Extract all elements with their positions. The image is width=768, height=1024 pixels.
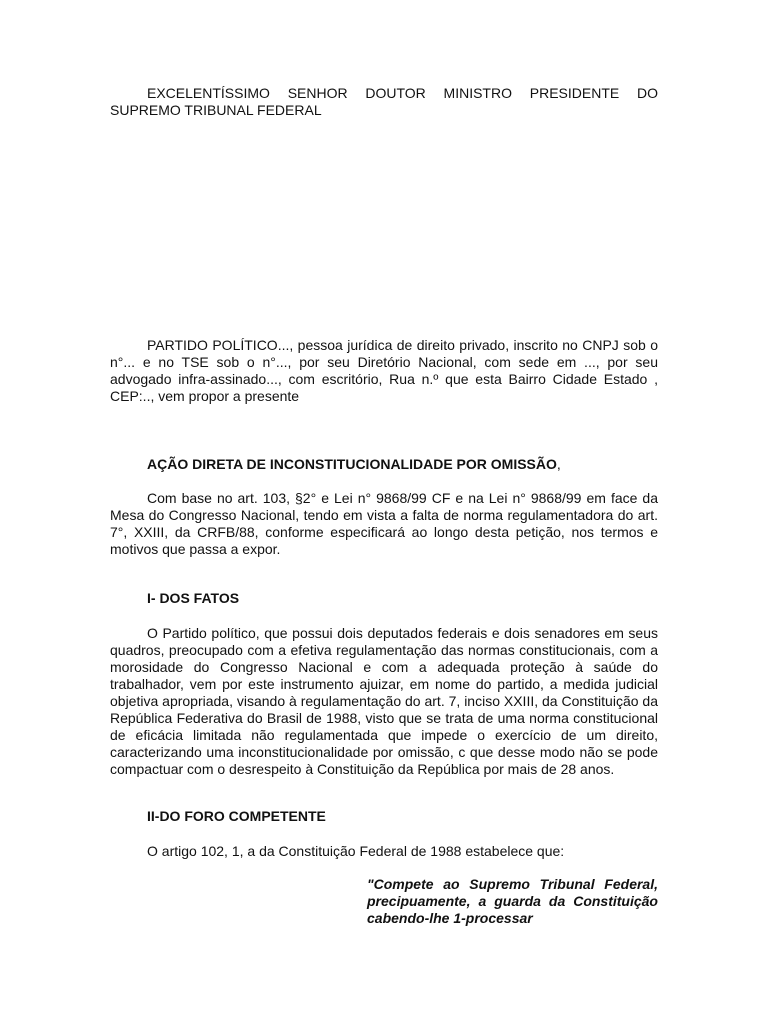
action-title: [110, 456, 658, 473]
action-title-block: [110, 456, 658, 473]
addressee-line: EXCELENTÍSSIMO SENHOR DOUTOR MINISTRO PRESIDENTE DO SUPREMO TRIBUNAL FEDERAL: [110, 85, 658, 118]
basis-paragraph: Com base no art. 103, §2° e Lei n° 9868/99 CF e na Lei n° 9868/99 em face da Mesa do Congresso Nacional, tendo em vista a falta de norma regulamentadora do art. 7°, XXIII, da CRFB/88, conforme especificará ao longo desta petição, nos termos e motivos que passa a expor.: [110, 490, 658, 557]
section1-title-block: [110, 590, 658, 607]
intro-block: [110, 337, 658, 405]
section1-title: I- DOS FATOS: [147, 590, 240, 606]
document-page: [110, 85, 658, 119]
section1-paragraph: O Partido político, que possui dois deputados federais e dois senadores em seus quadros, preocupado com a efetiva regulamentação das normas constitucionais, com a morosidade do Congresso Nacional e com a adequada proteção à saúde do trabalhador, vem por este instrumento ajuizar, em nome do partido, a medida judicial objetiva apropriada, visando à regulamentação do art. 7, inciso XXIII, da Constituição da República Federativa do Brasil de 1988, visto que se trata de uma norma constitucional de eficácia limitada não regulamentada que impede o exercício de um direito, caracterizando uma inconstitucionalidade por omissão, c que desse modo não se pode compactuar com o desrespeito à Constituição da República por mais de 28 anos.: [110, 625, 658, 777]
action-title-suffix: ,: [556, 456, 561, 472]
action-title-text: AÇÃO DIRETA DE INCONSTITUCIONALIDADE POR OMISSÃO: [147, 456, 557, 472]
section2-block: [110, 843, 658, 860]
intro-paragraph: PARTIDO POLÍTICO..., pessoa jurídica de direito privado, inscrito no CNPJ sob o n°... e no TSE sob o n°..., por seu Diretório Nacional, com sede em ..., por seu advogado infra-assinado..., com escritório, Rua n.º que esta Bairro Cidade Estado , CEP:.., vem propor a presente: [110, 337, 658, 404]
section2-title: II-DO FORO COMPETENTE: [147, 808, 326, 824]
section1-block: [110, 625, 658, 778]
section2-title-block: [110, 808, 658, 825]
basis-block: [110, 490, 658, 558]
quote-block: "Compete ao Supremo Tribunal Federal, precipuamente, a guarda da Constituição cabendo-lhe 1-processar: [367, 876, 658, 926]
section2-paragraph: O artigo 102, 1, a da Constituição Federal de 1988 estabelece que:: [147, 843, 565, 859]
